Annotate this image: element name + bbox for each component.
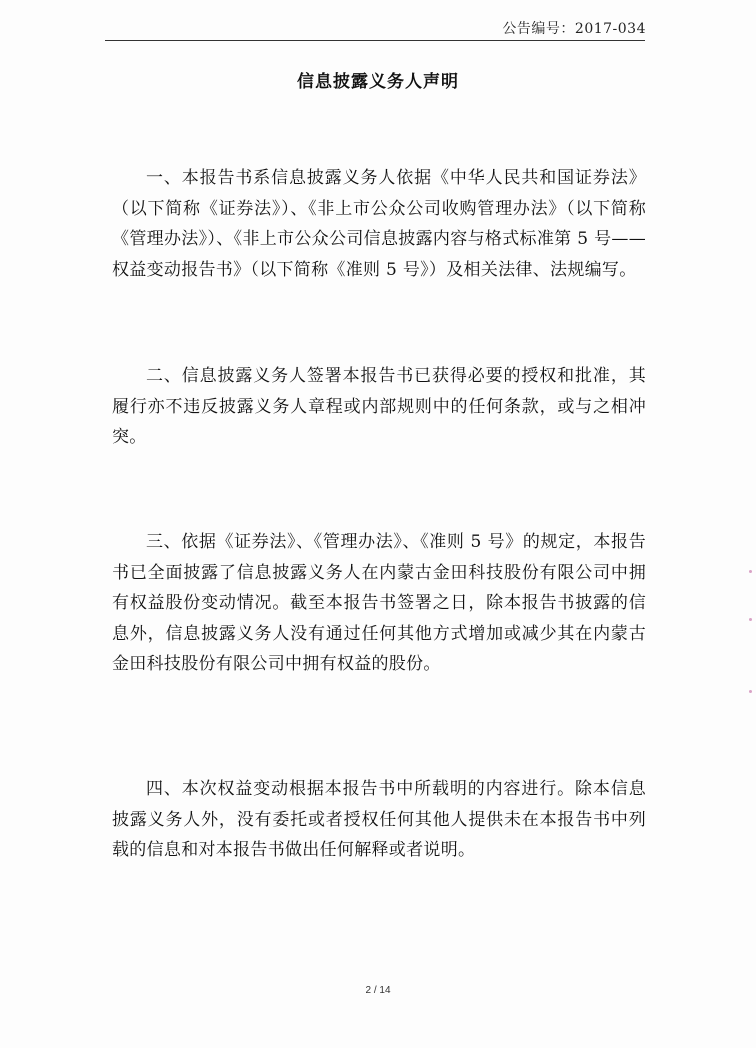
page-title: 信息披露义务人声明 bbox=[297, 72, 459, 92]
paragraph-2: 二、信息披露义务人签署本报告书已获得必要的授权和批准，其履行亦不违反披露义务人章程或内部规则中的任何条款，或与之相冲突。 bbox=[112, 366, 646, 447]
page-number: 2 / 14 bbox=[365, 985, 391, 996]
scan-mark bbox=[749, 618, 752, 621]
scan-mark bbox=[749, 570, 752, 573]
header-divider bbox=[105, 40, 645, 41]
paragraph-1: 一、本报告书系信息披露义务人依据《中华人民共和国证券法》（以下简称《证券法》）、《非上市公众公司收购管理办法》（以下简称《管理办法》）、《非上市公众公司信息披露内容与格式标准第 5 号——权益变动报告书》（以下简称《准则 5 号》）及相关法律、法规编写。 bbox=[112, 168, 646, 280]
paragraph-3: 三、依据《证券法》、《管理办法》、《准则 5 号》的规定，本报告书已全面披露了信息披露义务人在内蒙古金田科技股份有限公司中拥有权益股份变动情况。截至本报告书签署之日，除本报告书披露的信息外，信息披露义务人没有通过任何其他方式增加或减少其在内蒙古金田科技股份有限公司中拥有权益的股份。 bbox=[112, 532, 646, 674]
paragraph-4: 四、本次权益变动根据本报告书中所载明的内容进行。除本信息披露义务人外，没有委托或者授权任何其他人提供未在本报告书中列载的信息和对本报告书做出任何解释或者说明。 bbox=[112, 779, 646, 860]
announcement-number: 公告编号：2017-034 bbox=[502, 21, 646, 37]
scan-mark bbox=[749, 690, 752, 693]
